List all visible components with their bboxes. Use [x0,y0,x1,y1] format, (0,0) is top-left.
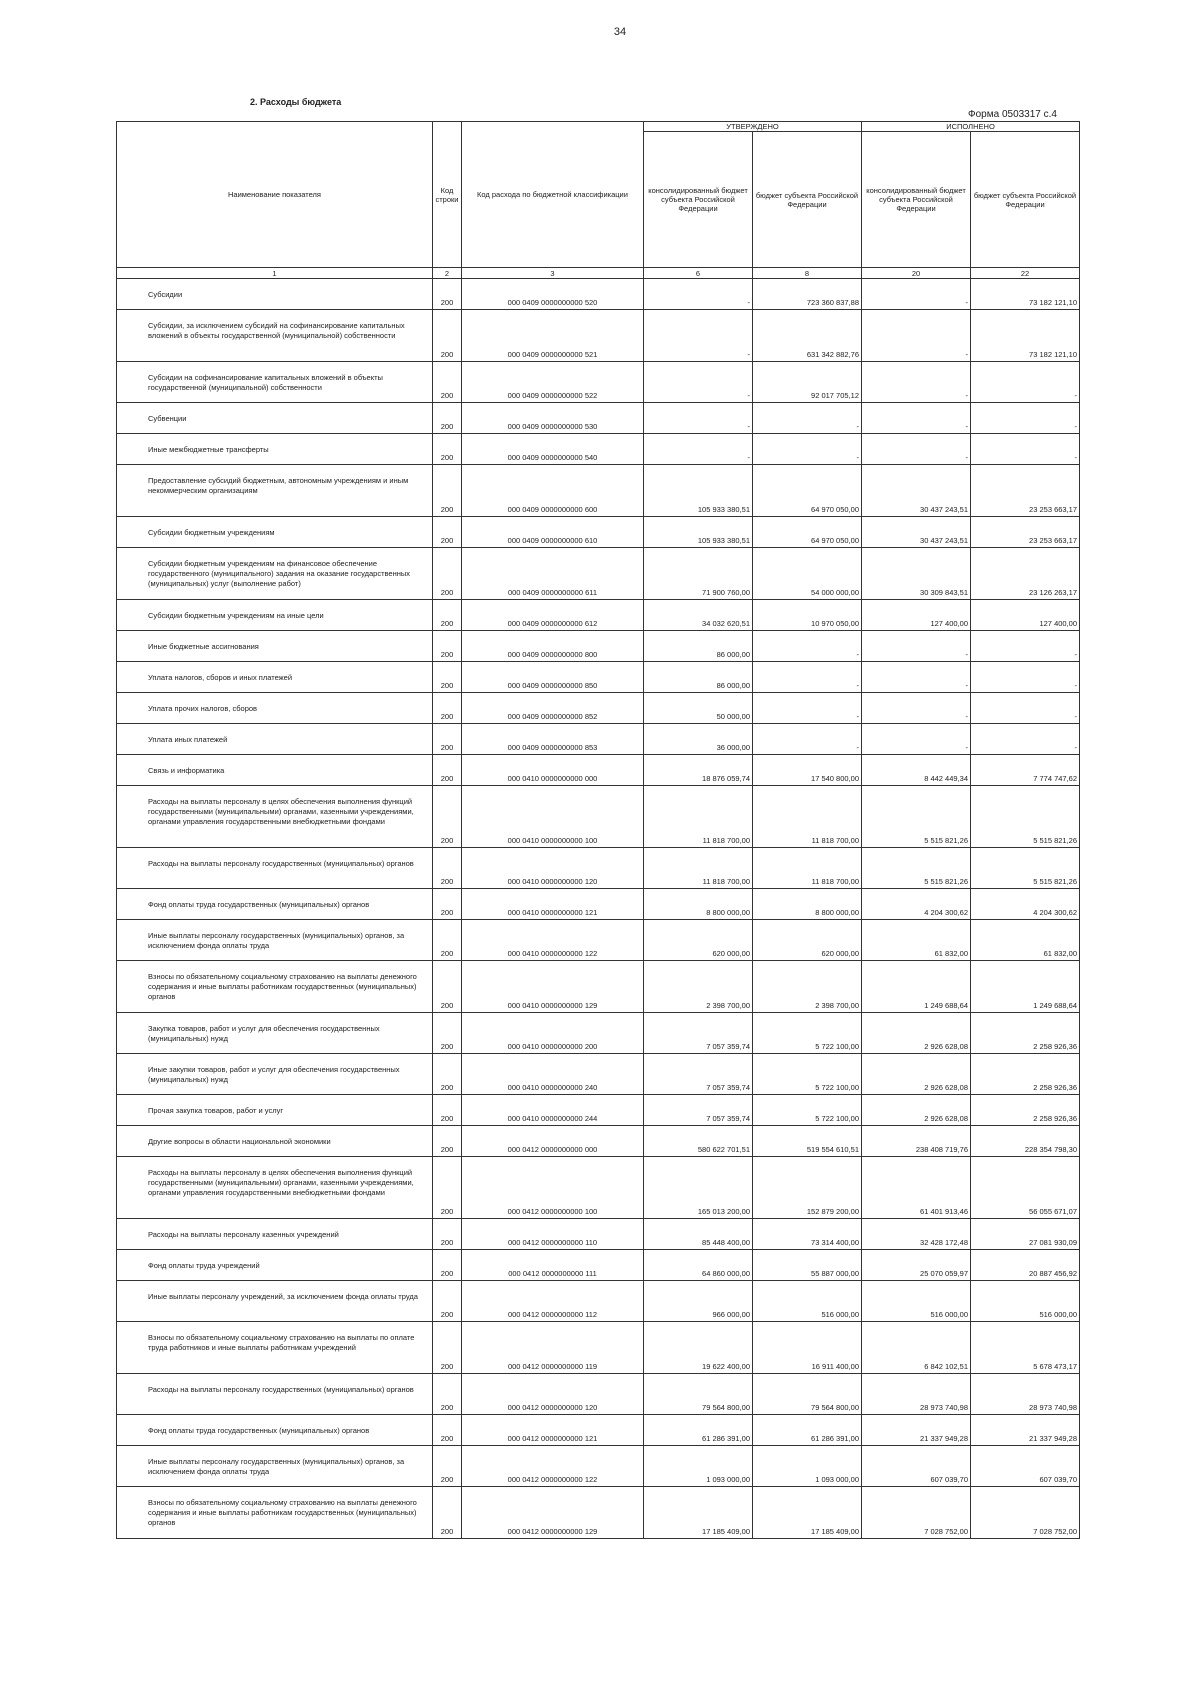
indicator-name: Закупка товаров, работ и услуг для обеспечения государственных (муниципальных) нужд [117,1013,433,1054]
table-row [117,755,1080,786]
executed-subject-value: 4 204 300,62 [971,889,1080,920]
executed-subject-value: - [971,662,1080,693]
approved-consolidated-value: - [644,279,753,310]
indicator-name: Расходы на выплаты персоналу казенных учреждений [117,1219,433,1250]
approved-subject-value: 64 970 050,00 [753,465,862,517]
page-number: 34 [613,26,627,38]
approved-consolidated-value: 64 860 000,00 [644,1250,753,1281]
indicator-name: Субсидии, за исключением субсидий на софинансирование капитальных вложений в объекты государственной (муниципальной) собственности [117,310,433,362]
indicator-name: Субсидии [117,279,433,310]
column-number: 1 [117,268,433,279]
approved-subject-value: 8 800 000,00 [753,889,862,920]
column-number: 6 [644,268,753,279]
line-code: 200 [433,1095,462,1126]
executed-subject-value: - [971,434,1080,465]
approved-consolidated-value: 7 057 359,74 [644,1013,753,1054]
indicator-name: Уплата прочих налогов, сборов [117,693,433,724]
indicator-name: Субсидии бюджетным учреждениям на финансовое обеспечение государственного (муниципального) задания на оказание государственных (муниципальных) услуг (выполнение работ) [117,548,433,600]
approved-subject-value: 516 000,00 [753,1281,862,1322]
indicator-name: Связь и информатика [117,755,433,786]
executed-subject-value: - [971,403,1080,434]
column-numbers-row [117,268,1080,279]
executed-subject-value: 27 081 930,09 [971,1219,1080,1250]
classification-code: 000 0409 0000000000 530 [462,403,644,434]
approved-subject-value: 17 540 800,00 [753,755,862,786]
executed-consolidated-value: 7 028 752,00 [862,1487,971,1539]
executed-subject-value: 56 055 671,07 [971,1157,1080,1219]
indicator-name: Иные межбюджетные трансферты [117,434,433,465]
executed-consolidated-value: 1 249 688,64 [862,961,971,1013]
indicator-name: Расходы на выплаты персоналу государственных (муниципальных) органов [117,848,433,889]
line-code: 200 [433,403,462,434]
classification-code: 000 0409 0000000000 521 [462,310,644,362]
indicator-name: Прочая закупка товаров, работ и услуг [117,1095,433,1126]
executed-consolidated-value: 2 926 628,08 [862,1095,971,1126]
executed-consolidated-value: 238 408 719,76 [862,1126,971,1157]
approved-subject-value: 723 360 837,88 [753,279,862,310]
table-row [117,1374,1080,1415]
line-code: 200 [433,693,462,724]
line-code: 200 [433,1157,462,1219]
approved-consolidated-value: 11 818 700,00 [644,786,753,848]
approved-consolidated-value: 19 622 400,00 [644,1322,753,1374]
table-row [117,848,1080,889]
approved-consolidated-value: - [644,434,753,465]
line-code: 200 [433,961,462,1013]
executed-subject-value: 7 774 747,62 [971,755,1080,786]
table-row [117,1415,1080,1446]
line-code: 200 [433,755,462,786]
approved-subject-value: - [753,693,862,724]
executed-subject-value: 23 126 263,17 [971,548,1080,600]
indicator-name: Иные бюджетные ассигнования [117,631,433,662]
approved-consolidated-value: 580 622 701,51 [644,1126,753,1157]
approved-subject-value: - [753,434,862,465]
approved-consolidated-value: 7 057 359,74 [644,1054,753,1095]
line-code: 200 [433,662,462,693]
approved-subject-value: - [753,662,862,693]
approved-consolidated-value: 61 286 391,00 [644,1415,753,1446]
table-row [117,1487,1080,1539]
indicator-name: Уплата иных платежей [117,724,433,755]
executed-consolidated-value: 61 832,00 [862,920,971,961]
approved-subject-value: - [753,724,862,755]
table-row [117,1250,1080,1281]
executed-subject-value: - [971,362,1080,403]
line-code: 200 [433,465,462,517]
approved-subject-value: - [753,631,862,662]
approved-consolidated-value: 18 876 059,74 [644,755,753,786]
table-row [117,662,1080,693]
executed-consolidated-value: 6 842 102,51 [862,1322,971,1374]
indicator-name: Расходы на выплаты персоналу в целях обеспечения выполнения функций государственными (муниципальными) органами, казенными учреждениями, органами управления государственными внебюджетными фондами [117,786,433,848]
executed-subject-value: 228 354 798,30 [971,1126,1080,1157]
approved-subject-value: 17 185 409,00 [753,1487,862,1539]
approved-subject-value: 55 887 000,00 [753,1250,862,1281]
approved-consolidated-value: - [644,403,753,434]
executed-consolidated-value: - [862,631,971,662]
line-code: 200 [433,1322,462,1374]
indicator-name: Субвенции [117,403,433,434]
indicator-name: Субсидии бюджетным учреждениям [117,517,433,548]
line-code: 200 [433,548,462,600]
table-row [117,362,1080,403]
executed-consolidated-value: - [862,362,971,403]
table-row [117,1095,1080,1126]
classification-code: 000 0409 0000000000 612 [462,600,644,631]
executed-subject-value: 2 258 926,36 [971,1095,1080,1126]
approved-subject-value: 16 911 400,00 [753,1322,862,1374]
line-code: 200 [433,920,462,961]
executed-consolidated-value: 30 437 243,51 [862,517,971,548]
executed-consolidated-value: 4 204 300,62 [862,889,971,920]
approved-subject-value: 54 000 000,00 [753,548,862,600]
table-row [117,724,1080,755]
form-code: Форма 0503317 с.4 [968,109,1057,120]
indicator-name: Взносы по обязательному социальному страхованию на выплаты денежного содержания и иные выплаты работникам государственных (муниципальных) органов [117,1487,433,1539]
table-row [117,1219,1080,1250]
approved-consolidated-value: 2 398 700,00 [644,961,753,1013]
line-code: 200 [433,848,462,889]
line-code: 200 [433,1415,462,1446]
line-code: 200 [433,786,462,848]
executed-consolidated-value: - [862,662,971,693]
executed-subject-value: 5 515 821,26 [971,786,1080,848]
table-row [117,1446,1080,1487]
approved-consolidated-value: 1 093 000,00 [644,1446,753,1487]
classification-code: 000 0409 0000000000 611 [462,548,644,600]
classification-code: 000 0412 0000000000 000 [462,1126,644,1157]
table-row [117,434,1080,465]
line-code: 200 [433,362,462,403]
executed-consolidated-value: 32 428 172,48 [862,1219,971,1250]
executed-subject-value: - [971,631,1080,662]
approved-consolidated-value: 50 000,00 [644,693,753,724]
executed-consolidated-value: 21 337 949,28 [862,1415,971,1446]
classification-code: 000 0409 0000000000 522 [462,362,644,403]
executed-subject-value: 5 515 821,26 [971,848,1080,889]
approved-consolidated-value: 17 185 409,00 [644,1487,753,1539]
classification-code: 000 0410 0000000000 200 [462,1013,644,1054]
classification-code: 000 0410 0000000000 244 [462,1095,644,1126]
executed-consolidated-value: 30 437 243,51 [862,465,971,517]
table-row [117,1054,1080,1095]
executed-consolidated-value: - [862,403,971,434]
approved-subject-value: 92 017 705,12 [753,362,862,403]
line-code: 200 [433,724,462,755]
classification-code: 000 0412 0000000000 112 [462,1281,644,1322]
line-code: 200 [433,631,462,662]
executed-consolidated-value: 127 400,00 [862,600,971,631]
table-row [117,1126,1080,1157]
header-line-code: Код строки [433,122,462,268]
expenditure-table [116,121,1080,1539]
approved-consolidated-value: 86 000,00 [644,662,753,693]
classification-code: 000 0410 0000000000 000 [462,755,644,786]
classification-code: 000 0409 0000000000 850 [462,662,644,693]
approved-consolidated-value: - [644,310,753,362]
approved-subject-value: - [753,403,862,434]
approved-subject-value: 79 564 800,00 [753,1374,862,1415]
executed-consolidated-value: - [862,434,971,465]
indicator-name: Фонд оплаты труда государственных (муниципальных) органов [117,1415,433,1446]
approved-subject-value: 73 314 400,00 [753,1219,862,1250]
executed-consolidated-value: 30 309 843,51 [862,548,971,600]
approved-subject-value: 519 554 610,51 [753,1126,862,1157]
column-number: 8 [753,268,862,279]
line-code: 200 [433,1281,462,1322]
executed-subject-value: 20 887 456,92 [971,1250,1080,1281]
executed-consolidated-value: 5 515 821,26 [862,786,971,848]
executed-consolidated-value: 28 973 740,98 [862,1374,971,1415]
table-row [117,961,1080,1013]
indicator-name: Субсидии на софинансирование капитальных вложений в объекты государственной (муниципальной) собственности [117,362,433,403]
table-row [117,631,1080,662]
indicator-name: Расходы на выплаты персоналу государственных (муниципальных) органов [117,1374,433,1415]
line-code: 200 [433,517,462,548]
executed-consolidated-value: 516 000,00 [862,1281,971,1322]
approved-subject-value: 61 286 391,00 [753,1415,862,1446]
executed-consolidated-value: 2 926 628,08 [862,1054,971,1095]
indicator-name: Расходы на выплаты персоналу в целях обеспечения выполнения функций государственными (муниципальными) органами, казенными учреждениями, органами управления государственными внебюджетными фондами [117,1157,433,1219]
classification-code: 000 0412 0000000000 110 [462,1219,644,1250]
approved-subject-value: 5 722 100,00 [753,1095,862,1126]
approved-consolidated-value: 620 000,00 [644,920,753,961]
column-number: 3 [462,268,644,279]
indicator-name: Субсидии бюджетным учреждениям на иные цели [117,600,433,631]
approved-consolidated-value: 105 933 380,51 [644,517,753,548]
approved-subject-value: 64 970 050,00 [753,517,862,548]
executed-consolidated-value: - [862,310,971,362]
classification-code: 000 0412 0000000000 121 [462,1415,644,1446]
approved-consolidated-value: 966 000,00 [644,1281,753,1322]
executed-subject-value: 2 258 926,36 [971,1013,1080,1054]
indicator-name: Фонд оплаты труда учреждений [117,1250,433,1281]
executed-consolidated-value: 8 442 449,34 [862,755,971,786]
header-approved-subject: бюджет субъекта Российской Федерации [753,132,862,268]
header-executed-consolidated: консолидированный бюджет субъекта Российской Федерации [862,132,971,268]
indicator-name: Предоставление субсидий бюджетным, автономным учреждениям и иным некоммерческим организациям [117,465,433,517]
indicator-name: Фонд оплаты труда государственных (муниципальных) органов [117,889,433,920]
classification-code: 000 0412 0000000000 120 [462,1374,644,1415]
executed-subject-value: - [971,693,1080,724]
table-row [117,548,1080,600]
header-class-code: Код расхода по бюджетной классификации [462,122,644,268]
column-number: 2 [433,268,462,279]
classification-code: 000 0410 0000000000 122 [462,920,644,961]
indicator-name: Иные выплаты персоналу государственных (муниципальных) органов, за исключением фонда оплаты труда [117,920,433,961]
executed-consolidated-value: 607 039,70 [862,1446,971,1487]
column-number: 22 [971,268,1080,279]
executed-subject-value: 5 678 473,17 [971,1322,1080,1374]
approved-consolidated-value: 7 057 359,74 [644,1095,753,1126]
approved-subject-value: 1 093 000,00 [753,1446,862,1487]
executed-consolidated-value: 5 515 821,26 [862,848,971,889]
table-row [117,465,1080,517]
approved-consolidated-value: 105 933 380,51 [644,465,753,517]
executed-subject-value: 28 973 740,98 [971,1374,1080,1415]
approved-consolidated-value: 165 013 200,00 [644,1157,753,1219]
line-code: 200 [433,889,462,920]
line-code: 200 [433,600,462,631]
executed-subject-value: 73 182 121,10 [971,310,1080,362]
approved-consolidated-value: - [644,362,753,403]
classification-code: 000 0409 0000000000 520 [462,279,644,310]
table-row [117,310,1080,362]
approved-consolidated-value: 11 818 700,00 [644,848,753,889]
approved-consolidated-value: 34 032 620,51 [644,600,753,631]
classification-code: 000 0410 0000000000 121 [462,889,644,920]
executed-consolidated-value: 25 070 059,97 [862,1250,971,1281]
executed-consolidated-value: 61 401 913,46 [862,1157,971,1219]
line-code: 200 [433,310,462,362]
approved-subject-value: 5 722 100,00 [753,1013,862,1054]
approved-subject-value: 631 342 882,76 [753,310,862,362]
approved-subject-value: 5 722 100,00 [753,1054,862,1095]
table-row [117,693,1080,724]
header-group-approved: УТВЕРЖДЕНО [644,122,862,132]
header-name: Наименование показателя [117,122,433,268]
executed-subject-value: 607 039,70 [971,1446,1080,1487]
classification-code: 000 0410 0000000000 100 [462,786,644,848]
executed-subject-value: 2 258 926,36 [971,1054,1080,1095]
table-row [117,1157,1080,1219]
approved-subject-value: 11 818 700,00 [753,786,862,848]
classification-code: 000 0412 0000000000 100 [462,1157,644,1219]
line-code: 200 [433,1013,462,1054]
executed-subject-value: - [971,724,1080,755]
table-row [117,1322,1080,1374]
classification-code: 000 0409 0000000000 800 [462,631,644,662]
approved-consolidated-value: 8 800 000,00 [644,889,753,920]
line-code: 200 [433,1487,462,1539]
line-code: 200 [433,1219,462,1250]
classification-code: 000 0412 0000000000 122 [462,1446,644,1487]
indicator-name: Взносы по обязательному социальному страхованию на выплаты по оплате труда работников и иные выплаты работникам учреждений [117,1322,433,1374]
indicator-name: Взносы по обязательному социальному страхованию на выплаты денежного содержания и иные выплаты работникам государственных (муниципальных) органов [117,961,433,1013]
line-code: 200 [433,279,462,310]
line-code: 200 [433,434,462,465]
executed-subject-value: 73 182 121,10 [971,279,1080,310]
approved-subject-value: 2 398 700,00 [753,961,862,1013]
header-approved-consolidated: консолидированный бюджет субъекта Российской Федерации [644,132,753,268]
section-title: 2. Расходы бюджета [250,97,342,107]
table-row [117,920,1080,961]
executed-subject-value: 7 028 752,00 [971,1487,1080,1539]
executed-consolidated-value: 2 926 628,08 [862,1013,971,1054]
approved-subject-value: 10 970 050,00 [753,600,862,631]
classification-code: 000 0409 0000000000 610 [462,517,644,548]
classification-code: 000 0410 0000000000 120 [462,848,644,889]
table-row [117,1013,1080,1054]
table-row [117,1281,1080,1322]
line-code: 200 [433,1054,462,1095]
approved-subject-value: 620 000,00 [753,920,862,961]
executed-consolidated-value: - [862,693,971,724]
classification-code: 000 0412 0000000000 111 [462,1250,644,1281]
executed-consolidated-value: - [862,724,971,755]
table-row [117,600,1080,631]
classification-code: 000 0410 0000000000 129 [462,961,644,1013]
classification-code: 000 0409 0000000000 540 [462,434,644,465]
executed-subject-value: 516 000,00 [971,1281,1080,1322]
indicator-name: Другие вопросы в области национальной экономики [117,1126,433,1157]
indicator-name: Иные выплаты персоналу учреждений, за исключением фонда оплаты труда [117,1281,433,1322]
table-row [117,403,1080,434]
classification-code: 000 0412 0000000000 119 [462,1322,644,1374]
executed-subject-value: 61 832,00 [971,920,1080,961]
line-code: 200 [433,1250,462,1281]
line-code: 200 [433,1446,462,1487]
table-row [117,517,1080,548]
line-code: 200 [433,1374,462,1415]
header-executed-subject: бюджет субъекта Российской Федерации [971,132,1080,268]
approved-consolidated-value: 85 448 400,00 [644,1219,753,1250]
line-code: 200 [433,1126,462,1157]
approved-consolidated-value: 36 000,00 [644,724,753,755]
executed-subject-value: 127 400,00 [971,600,1080,631]
classification-code: 000 0410 0000000000 240 [462,1054,644,1095]
classification-code: 000 0409 0000000000 852 [462,693,644,724]
approved-consolidated-value: 86 000,00 [644,631,753,662]
approved-subject-value: 152 879 200,00 [753,1157,862,1219]
executed-subject-value: 23 253 663,17 [971,517,1080,548]
executed-consolidated-value: - [862,279,971,310]
classification-code: 000 0409 0000000000 600 [462,465,644,517]
classification-code: 000 0412 0000000000 129 [462,1487,644,1539]
indicator-name: Иные выплаты персоналу государственных (муниципальных) органов, за исключением фонда оплаты труда [117,1446,433,1487]
column-number: 20 [862,268,971,279]
table-row [117,279,1080,310]
classification-code: 000 0409 0000000000 853 [462,724,644,755]
approved-consolidated-value: 71 900 760,00 [644,548,753,600]
executed-subject-value: 1 249 688,64 [971,961,1080,1013]
approved-consolidated-value: 79 564 800,00 [644,1374,753,1415]
executed-subject-value: 21 337 949,28 [971,1415,1080,1446]
executed-subject-value: 23 253 663,17 [971,465,1080,517]
table-row [117,786,1080,848]
indicator-name: Иные закупки товаров, работ и услуг для обеспечения государственных (муниципальных) нужд [117,1054,433,1095]
approved-subject-value: 11 818 700,00 [753,848,862,889]
indicator-name: Уплата налогов, сборов и иных платежей [117,662,433,693]
header-group-executed: ИСПОЛНЕНО [862,122,1080,132]
table-row [117,889,1080,920]
